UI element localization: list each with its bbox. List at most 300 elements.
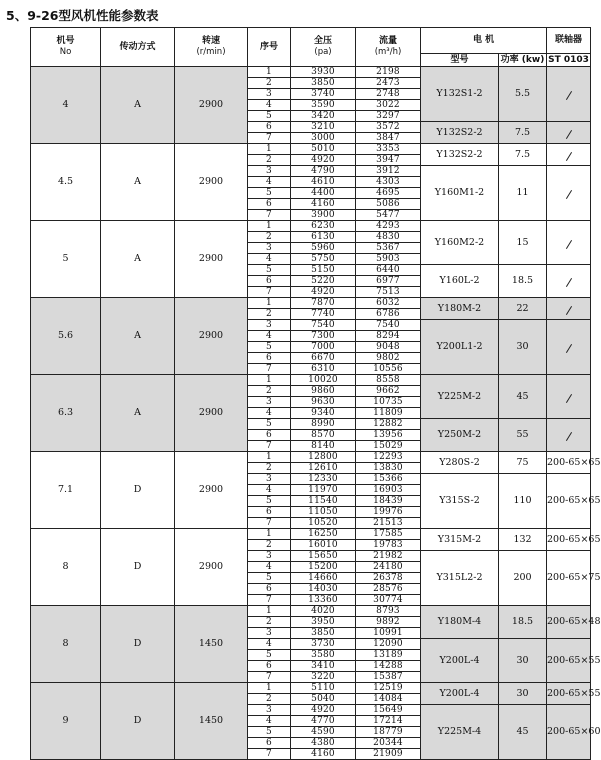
motor-model-cell: Y132S2-2 xyxy=(421,122,499,144)
pressure-cell: 7300 xyxy=(291,331,356,342)
flow-cell: 10556 xyxy=(356,364,421,375)
fan-no-cell: 8 xyxy=(31,606,101,683)
motor-power-cell: 11 xyxy=(499,166,547,221)
drive-cell: A xyxy=(101,67,175,144)
flow-cell: 28576 xyxy=(356,584,421,595)
slash-mark xyxy=(565,278,571,287)
pressure-cell: 3850 xyxy=(291,628,356,639)
seq-cell: 4 xyxy=(248,177,291,188)
seq-cell: 2 xyxy=(248,309,291,320)
table-row xyxy=(31,683,591,694)
seq-cell: 1 xyxy=(248,144,291,155)
seq-cell: 3 xyxy=(248,397,291,408)
header-motor-power: 功率 (kw) xyxy=(499,54,547,67)
seq-cell: 1 xyxy=(248,452,291,463)
flow-cell: 20344 xyxy=(356,738,421,749)
seq-cell: 1 xyxy=(248,606,291,617)
flow-cell: 5086 xyxy=(356,199,421,210)
header-pressure-label: 全压 xyxy=(313,36,332,47)
motor-model-cell: Y200L-4 xyxy=(421,683,499,705)
slash-mark xyxy=(565,152,571,161)
motor-model-cell: Y200L-4 xyxy=(421,639,499,683)
flow-cell: 3947 xyxy=(356,155,421,166)
pressure-cell: 4610 xyxy=(291,177,356,188)
header-fan-no-label: 机号 xyxy=(56,36,75,47)
motor-model-cell: Y315S-2 xyxy=(421,474,499,529)
flow-cell: 19976 xyxy=(356,507,421,518)
seq-cell: 1 xyxy=(248,221,291,232)
flow-cell: 19783 xyxy=(356,540,421,551)
header-flow-label: 流量 xyxy=(378,36,397,47)
motor-power-cell: 110 xyxy=(499,474,547,529)
coupling-cell: 200-65×48 xyxy=(547,606,591,639)
pressure-cell: 3850 xyxy=(291,78,356,89)
header-fan-no-sub: No xyxy=(59,47,72,58)
seq-cell: 5 xyxy=(248,727,291,738)
header-speed xyxy=(175,28,248,67)
header-coupling: 联轴器 xyxy=(547,28,591,54)
speed-cell: 2900 xyxy=(175,221,248,298)
pressure-cell: 3220 xyxy=(291,672,356,683)
seq-cell: 7 xyxy=(248,364,291,375)
fan-performance-table xyxy=(30,27,601,760)
pressure-cell: 9340 xyxy=(291,408,356,419)
seq-cell: 2 xyxy=(248,463,291,474)
seq-cell: 2 xyxy=(248,540,291,551)
seq-cell: 5 xyxy=(248,650,291,661)
motor-power-cell: 75 xyxy=(499,452,547,474)
pressure-cell: 8140 xyxy=(291,441,356,452)
drive-cell: D xyxy=(101,606,175,683)
seq-cell: 6 xyxy=(248,276,291,287)
flow-cell: 5903 xyxy=(356,254,421,265)
flow-cell: 21982 xyxy=(356,551,421,562)
coupling-cell: 200-65×75 xyxy=(547,551,591,606)
header-seq: 序号 xyxy=(248,28,291,67)
seq-cell: 1 xyxy=(248,529,291,540)
pressure-cell: 4020 xyxy=(291,606,356,617)
seq-cell: 6 xyxy=(248,738,291,749)
seq-cell: 4 xyxy=(248,331,291,342)
seq-cell: 4 xyxy=(248,408,291,419)
slash-mark xyxy=(565,394,571,403)
table-header xyxy=(31,28,591,67)
seq-cell: 7 xyxy=(248,441,291,452)
pressure-cell: 6130 xyxy=(291,232,356,243)
pressure-cell: 3590 xyxy=(291,100,356,111)
pressure-cell: 3000 xyxy=(291,133,356,144)
seq-cell: 5 xyxy=(248,496,291,507)
pressure-cell: 10020 xyxy=(291,375,356,386)
coupling-cell: 200-65×65 xyxy=(547,474,591,529)
flow-cell: 15366 xyxy=(356,474,421,485)
pressure-cell: 11970 xyxy=(291,485,356,496)
motor-power-cell: 132 xyxy=(499,529,547,551)
seq-cell: 1 xyxy=(248,683,291,694)
pressure-cell: 16010 xyxy=(291,540,356,551)
pressure-cell: 3930 xyxy=(291,67,356,78)
fan-no-cell: 4 xyxy=(31,67,101,144)
pressure-cell: 6230 xyxy=(291,221,356,232)
seq-cell: 4 xyxy=(248,100,291,111)
pressure-cell: 9860 xyxy=(291,386,356,397)
flow-cell: 6032 xyxy=(356,298,421,309)
fan-no-cell: 5.6 xyxy=(31,298,101,375)
coupling-cell xyxy=(547,298,591,320)
fan-no-cell: 6.3 xyxy=(31,375,101,452)
speed-cell: 2900 xyxy=(175,452,248,529)
seq-cell: 4 xyxy=(248,254,291,265)
flow-cell: 6977 xyxy=(356,276,421,287)
motor-power-cell: 5.5 xyxy=(499,67,547,122)
seq-cell: 7 xyxy=(248,133,291,144)
flow-cell: 18439 xyxy=(356,496,421,507)
header-flow-sub: (m³/h) xyxy=(374,47,402,58)
seq-cell: 3 xyxy=(248,705,291,716)
motor-model-cell: Y132S1-2 xyxy=(421,67,499,122)
slash-mark xyxy=(565,344,571,353)
pressure-cell: 7000 xyxy=(291,342,356,353)
flow-cell: 21909 xyxy=(356,749,421,760)
flow-cell: 13956 xyxy=(356,430,421,441)
pressure-cell: 4160 xyxy=(291,749,356,760)
header-speed-label: 转速 xyxy=(201,36,220,47)
seq-cell: 4 xyxy=(248,639,291,650)
seq-cell: 2 xyxy=(248,232,291,243)
coupling-cell xyxy=(547,265,591,298)
pressure-cell: 14030 xyxy=(291,584,356,595)
pressure-cell: 3580 xyxy=(291,650,356,661)
flow-cell: 3022 xyxy=(356,100,421,111)
flow-cell: 21513 xyxy=(356,518,421,529)
seq-cell: 3 xyxy=(248,320,291,331)
flow-cell: 5367 xyxy=(356,243,421,254)
table-title: 5、9-26型风机性能参数表 xyxy=(6,8,159,23)
flow-cell: 12882 xyxy=(356,419,421,430)
flow-cell: 17585 xyxy=(356,529,421,540)
slash-mark xyxy=(565,306,571,315)
flow-cell: 9892 xyxy=(356,617,421,628)
fan-no-cell: 5 xyxy=(31,221,101,298)
slash-mark xyxy=(565,130,571,139)
fan-no-cell: 8 xyxy=(31,529,101,606)
pressure-cell: 4920 xyxy=(291,705,356,716)
flow-cell: 24180 xyxy=(356,562,421,573)
pressure-cell: 5960 xyxy=(291,243,356,254)
motor-model-cell: Y160M1-2 xyxy=(421,166,499,221)
pressure-cell: 3950 xyxy=(291,617,356,628)
seq-cell: 6 xyxy=(248,661,291,672)
seq-cell: 4 xyxy=(248,485,291,496)
motor-power-cell: 18.5 xyxy=(499,606,547,639)
speed-cell: 2900 xyxy=(175,67,248,144)
pressure-cell: 12610 xyxy=(291,463,356,474)
slash-mark xyxy=(565,91,571,100)
flow-cell: 12519 xyxy=(356,683,421,694)
speed-cell: 2900 xyxy=(175,529,248,606)
pressure-cell: 15200 xyxy=(291,562,356,573)
seq-cell: 2 xyxy=(248,155,291,166)
seq-cell: 2 xyxy=(248,694,291,705)
pressure-cell: 4590 xyxy=(291,727,356,738)
seq-cell: 5 xyxy=(248,188,291,199)
flow-cell: 3353 xyxy=(356,144,421,155)
flow-cell: 18779 xyxy=(356,727,421,738)
pressure-cell: 5220 xyxy=(291,276,356,287)
seq-cell: 6 xyxy=(248,507,291,518)
motor-model-cell: Y160M2-2 xyxy=(421,221,499,265)
seq-cell: 1 xyxy=(248,298,291,309)
pressure-cell: 3420 xyxy=(291,111,356,122)
seq-cell: 3 xyxy=(248,89,291,100)
coupling-cell xyxy=(547,67,591,122)
motor-power-cell: 45 xyxy=(499,375,547,419)
header-fan-no xyxy=(31,28,101,67)
coupling-cell: 200-65×60 xyxy=(547,705,591,760)
flow-cell: 6440 xyxy=(356,265,421,276)
coupling-cell: 200-65×65 xyxy=(547,452,591,474)
seq-cell: 6 xyxy=(248,199,291,210)
speed-cell: 2900 xyxy=(175,144,248,221)
slash-mark xyxy=(565,240,571,249)
seq-cell: 7 xyxy=(248,672,291,683)
coupling-cell xyxy=(547,419,591,452)
pressure-cell: 15650 xyxy=(291,551,356,562)
flow-cell: 2748 xyxy=(356,89,421,100)
seq-cell: 5 xyxy=(248,265,291,276)
pressure-cell: 4790 xyxy=(291,166,356,177)
flow-cell: 9662 xyxy=(356,386,421,397)
pressure-cell: 3210 xyxy=(291,122,356,133)
pressure-cell: 12330 xyxy=(291,474,356,485)
flow-cell: 3847 xyxy=(356,133,421,144)
seq-cell: 6 xyxy=(248,430,291,441)
table-row xyxy=(31,529,591,540)
motor-model-cell: Y250M-2 xyxy=(421,419,499,452)
pressure-cell: 6310 xyxy=(291,364,356,375)
speed-cell: 2900 xyxy=(175,375,248,452)
header-drive: 传动方式 xyxy=(101,28,175,67)
motor-power-cell: 18.5 xyxy=(499,265,547,298)
seq-cell: 2 xyxy=(248,386,291,397)
seq-cell: 7 xyxy=(248,518,291,529)
flow-cell: 3297 xyxy=(356,111,421,122)
seq-cell: 6 xyxy=(248,122,291,133)
flow-cell: 17214 xyxy=(356,716,421,727)
table-row xyxy=(31,221,591,232)
pressure-cell: 3410 xyxy=(291,661,356,672)
pressure-cell: 7740 xyxy=(291,309,356,320)
seq-cell: 5 xyxy=(248,342,291,353)
flow-cell: 3912 xyxy=(356,166,421,177)
coupling-cell: 200-65×65 xyxy=(547,529,591,551)
pressure-cell: 5750 xyxy=(291,254,356,265)
seq-cell: 4 xyxy=(248,716,291,727)
flow-cell: 11809 xyxy=(356,408,421,419)
pressure-cell: 4920 xyxy=(291,155,356,166)
pressure-cell: 4160 xyxy=(291,199,356,210)
header-motor-model: 型号 xyxy=(421,54,499,67)
pressure-cell: 3730 xyxy=(291,639,356,650)
drive-cell: A xyxy=(101,221,175,298)
drive-cell: A xyxy=(101,375,175,452)
table-body xyxy=(31,66,601,760)
flow-cell: 13189 xyxy=(356,650,421,661)
motor-power-cell: 200 xyxy=(499,551,547,606)
seq-cell: 3 xyxy=(248,551,291,562)
slash-mark xyxy=(565,190,571,199)
flow-cell: 3572 xyxy=(356,122,421,133)
flow-cell: 4303 xyxy=(356,177,421,188)
pressure-cell: 4380 xyxy=(291,738,356,749)
pressure-cell: 4920 xyxy=(291,287,356,298)
pressure-cell: 4770 xyxy=(291,716,356,727)
flow-cell: 14084 xyxy=(356,694,421,705)
seq-cell: 2 xyxy=(248,78,291,89)
pressure-cell: 9630 xyxy=(291,397,356,408)
fan-no-cell: 9 xyxy=(31,683,101,760)
seq-cell: 3 xyxy=(248,243,291,254)
motor-power-cell: 22 xyxy=(499,298,547,320)
fan-no-cell: 4.5 xyxy=(31,144,101,221)
drive-cell: A xyxy=(101,298,175,375)
flow-cell: 8793 xyxy=(356,606,421,617)
pressure-cell: 14660 xyxy=(291,573,356,584)
table-row xyxy=(31,144,591,155)
seq-cell: 3 xyxy=(248,166,291,177)
flow-cell: 10735 xyxy=(356,397,421,408)
header-motor: 电 机 xyxy=(421,28,547,54)
motor-model-cell: Y225M-4 xyxy=(421,705,499,760)
motor-model-cell: Y315L2-2 xyxy=(421,551,499,606)
flow-cell: 7513 xyxy=(356,287,421,298)
flow-cell: 7540 xyxy=(356,320,421,331)
flow-cell: 4293 xyxy=(356,221,421,232)
flow-cell: 9048 xyxy=(356,342,421,353)
pressure-cell: 4400 xyxy=(291,188,356,199)
flow-cell: 16903 xyxy=(356,485,421,496)
motor-model-cell: Y315M-2 xyxy=(421,529,499,551)
flow-cell: 9802 xyxy=(356,353,421,364)
fan-no-cell: 7.1 xyxy=(31,452,101,529)
motor-power-cell: 55 xyxy=(499,419,547,452)
seq-cell: 2 xyxy=(248,617,291,628)
flow-cell: 10991 xyxy=(356,628,421,639)
flow-cell: 2198 xyxy=(356,67,421,78)
pressure-cell: 5040 xyxy=(291,694,356,705)
header-pressure xyxy=(291,28,356,67)
flow-cell: 15387 xyxy=(356,672,421,683)
speed-cell: 1450 xyxy=(175,606,248,683)
flow-cell: 13830 xyxy=(356,463,421,474)
flow-cell: 5477 xyxy=(356,210,421,221)
speed-cell: 2900 xyxy=(175,298,248,375)
seq-cell: 5 xyxy=(248,573,291,584)
flow-cell: 6786 xyxy=(356,309,421,320)
seq-cell: 6 xyxy=(248,584,291,595)
seq-cell: 7 xyxy=(248,210,291,221)
motor-model-cell: Y200L1-2 xyxy=(421,320,499,375)
pressure-cell: 8570 xyxy=(291,430,356,441)
seq-cell: 4 xyxy=(248,562,291,573)
pressure-cell: 5010 xyxy=(291,144,356,155)
slash-mark xyxy=(565,432,571,441)
motor-power-cell: 30 xyxy=(499,683,547,705)
flow-cell: 15649 xyxy=(356,705,421,716)
pressure-cell: 16250 xyxy=(291,529,356,540)
drive-cell: D xyxy=(101,452,175,529)
speed-cell: 1450 xyxy=(175,683,248,760)
coupling-cell xyxy=(547,375,591,419)
header-speed-sub: (r/min) xyxy=(196,47,226,58)
coupling-cell xyxy=(547,221,591,265)
flow-cell: 12090 xyxy=(356,639,421,650)
table-row xyxy=(31,606,591,617)
pressure-cell: 7870 xyxy=(291,298,356,309)
flow-cell: 15029 xyxy=(356,441,421,452)
pressure-cell: 5110 xyxy=(291,683,356,694)
table-row xyxy=(31,452,591,463)
flow-cell: 8558 xyxy=(356,375,421,386)
seq-cell: 3 xyxy=(248,628,291,639)
flow-cell: 4830 xyxy=(356,232,421,243)
drive-cell: D xyxy=(101,529,175,606)
seq-cell: 7 xyxy=(248,749,291,760)
coupling-cell: 200-65×55 xyxy=(547,683,591,705)
motor-model-cell: Y160L-2 xyxy=(421,265,499,298)
pressure-cell: 3900 xyxy=(291,210,356,221)
pressure-cell: 7540 xyxy=(291,320,356,331)
flow-cell: 4695 xyxy=(356,188,421,199)
seq-cell: 1 xyxy=(248,67,291,78)
coupling-cell xyxy=(547,122,591,144)
header-coupling-spec: ST 0103 xyxy=(548,54,589,65)
header-flow xyxy=(356,28,421,67)
table-row xyxy=(31,67,591,78)
flow-cell: 14288 xyxy=(356,661,421,672)
motor-power-cell: 45 xyxy=(499,705,547,760)
seq-cell: 5 xyxy=(248,419,291,430)
pressure-cell: 11050 xyxy=(291,507,356,518)
motor-model-cell: Y180M-4 xyxy=(421,606,499,639)
flow-cell: 12293 xyxy=(356,452,421,463)
flow-cell: 26378 xyxy=(356,573,421,584)
motor-model-cell: Y180M-2 xyxy=(421,298,499,320)
drive-cell: D xyxy=(101,683,175,760)
pressure-cell: 12800 xyxy=(291,452,356,463)
drive-cell: A xyxy=(101,144,175,221)
pressure-cell: 5150 xyxy=(291,265,356,276)
flow-cell: 8294 xyxy=(356,331,421,342)
flow-cell: 2473 xyxy=(356,78,421,89)
table-row xyxy=(31,375,591,386)
seq-cell: 1 xyxy=(248,375,291,386)
motor-model-cell: Y132S2-2 xyxy=(421,144,499,166)
coupling-cell xyxy=(547,320,591,375)
seq-cell: 6 xyxy=(248,353,291,364)
motor-model-cell: Y280S-2 xyxy=(421,452,499,474)
coupling-cell: 200-65×55 xyxy=(547,639,591,683)
coupling-cell xyxy=(547,144,591,166)
seq-cell: 7 xyxy=(248,287,291,298)
pressure-cell: 6670 xyxy=(291,353,356,364)
motor-power-cell: 7.5 xyxy=(499,122,547,144)
pressure-cell: 8990 xyxy=(291,419,356,430)
table-row xyxy=(31,298,591,309)
motor-model-cell: Y225M-2 xyxy=(421,375,499,419)
pressure-cell: 11540 xyxy=(291,496,356,507)
header-pressure-sub: (pa) xyxy=(314,47,332,58)
